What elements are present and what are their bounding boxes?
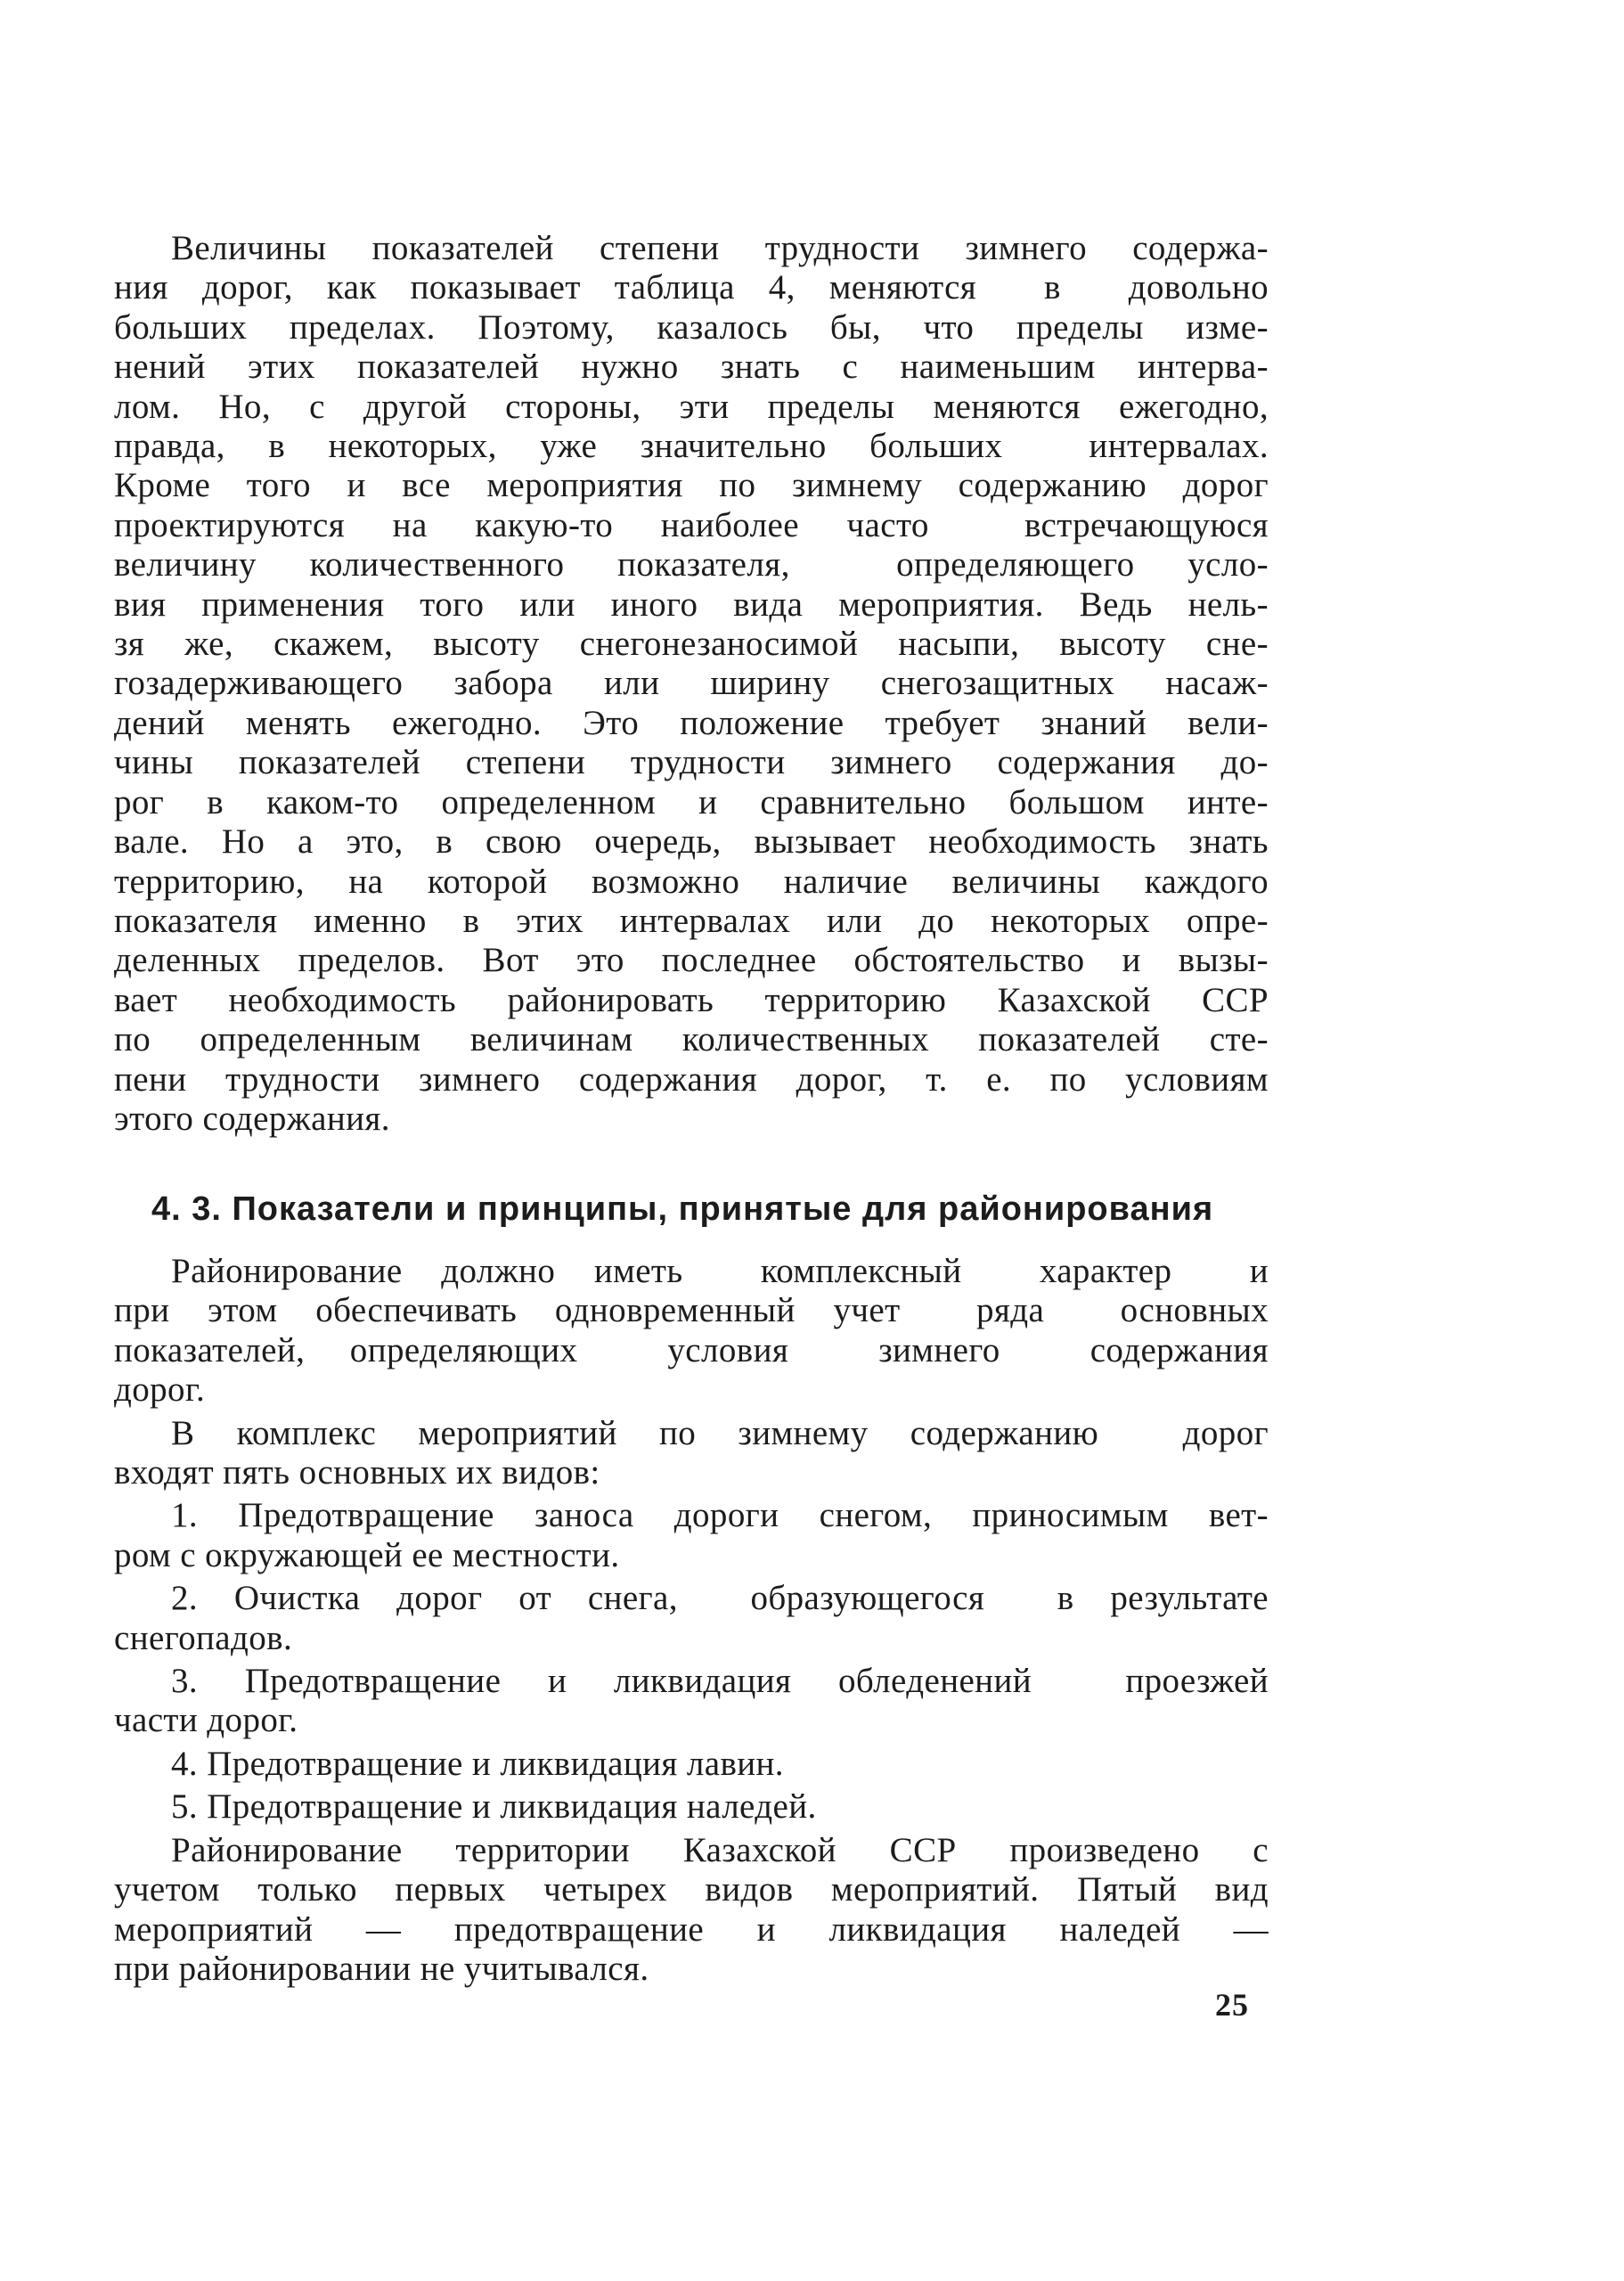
text-line: 5. Предотвращение и ликвидация наледей. — [171, 1787, 817, 1827]
text-line: больших пределах. Поэтому, казалось бы, что пределы изме- — [114, 307, 1269, 347]
text-line: пени трудности зимнего содержания дорог, т. е. по условиям — [114, 1059, 1269, 1099]
text-line: этого содержания. — [114, 1099, 390, 1138]
list-item — [114, 1662, 1269, 1741]
text-line: Величины показателей степени трудности зимнего содержа- — [171, 229, 1269, 267]
text-line: дений менять ежегодно. Это положение требует знаний вели- — [114, 703, 1269, 742]
text-line: Кроме того и все мероприятия по зимнему содержанию дорог — [114, 466, 1269, 505]
text-line: вия применения того или иного вида мероприятия. Ведь нель- — [114, 585, 1269, 624]
text-line: проектируются на какую-то наиболее часто встречающуюся — [114, 505, 1269, 544]
text-line: 1. Предотвращение заноса дороги снегом, приносимым вет- — [171, 1496, 1269, 1535]
text-line: зя же, скажем, высоту снегонезаносимой насыпи, высоту сне- — [114, 625, 1269, 664]
text-line: чины показателей степени трудности зимнего содержания до- — [114, 743, 1269, 782]
text-line: ром с окружающей ее местности. — [114, 1535, 620, 1574]
text-line: деленных пределов. Вот это последнее обстоятельство и вызы- — [114, 941, 1269, 980]
text-line: вале. Но а это, в свою очередь, вызывает необходимость знать — [114, 822, 1269, 862]
text-line: мероприятий — предотвращение и ликвидация наледей — — [114, 1909, 1269, 1949]
list-item — [114, 1496, 1269, 1575]
text-line: части дорог. — [114, 1701, 298, 1740]
text-line: входят пять основных их видов: — [114, 1453, 600, 1492]
page-number: 25 — [1215, 1987, 1249, 2023]
text-line: лом. Но, с другой стороны, эти пределы меняются ежегодно, — [114, 387, 1269, 426]
text-line: правда, в некоторых, уже значительно больших интервалах. — [114, 427, 1269, 466]
paragraph-zoning-character — [114, 1252, 1269, 1410]
paragraph-zoning-conclusion — [114, 1831, 1269, 1990]
text-line: при районировании не учитывался. — [114, 1949, 649, 1988]
text-line: В комплекс мероприятий по зимнему содержанию дорог — [171, 1413, 1269, 1452]
text-line: нений этих показателей нужно знать с наименьшим интерва- — [114, 347, 1269, 387]
text-line: показателя именно в этих интервалах или до некоторых опре- — [114, 901, 1269, 940]
text-line: 4. Предотвращение и ликвидация лавин. — [171, 1744, 784, 1783]
list-item — [114, 1787, 1269, 1827]
text-line: учетом только первых четырех видов мероприятий. Пятый вид — [114, 1870, 1269, 1909]
paragraph-winter-maintenance-indicators — [114, 229, 1269, 1139]
text-line: территорию, на которой возможно наличие величины каждого — [114, 862, 1269, 901]
text-line: величину количественного показателя, определяющего усло- — [114, 545, 1269, 585]
text-line: рог в каком-то определенном и сравнительно большом инте- — [114, 782, 1269, 822]
text-line: Районирование территории Казахской ССР произведено с — [171, 1830, 1269, 1869]
text-line: 3. Предотвращение и ликвидация обледенений проезжей — [171, 1662, 1269, 1701]
text-line: при этом обеспечивать одновременный учет ряда основных — [114, 1291, 1269, 1330]
text-line: Районирование должно иметь комплексный характер и — [171, 1252, 1269, 1290]
paragraph-measures-intro — [114, 1414, 1269, 1493]
text-line: показателей, определяющих условия зимнего содержания — [114, 1330, 1269, 1369]
list-item — [114, 1745, 1269, 1784]
text-line: ния дорог, как показывает таблица 4, меняются в довольно — [114, 268, 1269, 307]
list-item — [114, 1579, 1269, 1658]
section-body — [114, 1252, 1269, 1989]
text-line: снегопадов. — [114, 1618, 293, 1657]
section-heading: 4. 3. Показатели и принципы, принятые для районирования — [151, 1190, 1214, 1228]
text-line: гозадерживающего забора или ширину снегозащитных насаж- — [114, 664, 1269, 703]
text-line: по определенным величинам количественных показателей сте- — [114, 1020, 1269, 1059]
text-line: 2. Очистка дорог от снега, образующегося в результате — [171, 1579, 1269, 1618]
text-line: вает необходимость районировать территорию Казахской ССР — [114, 980, 1269, 1019]
text-line: дорог. — [114, 1370, 206, 1410]
